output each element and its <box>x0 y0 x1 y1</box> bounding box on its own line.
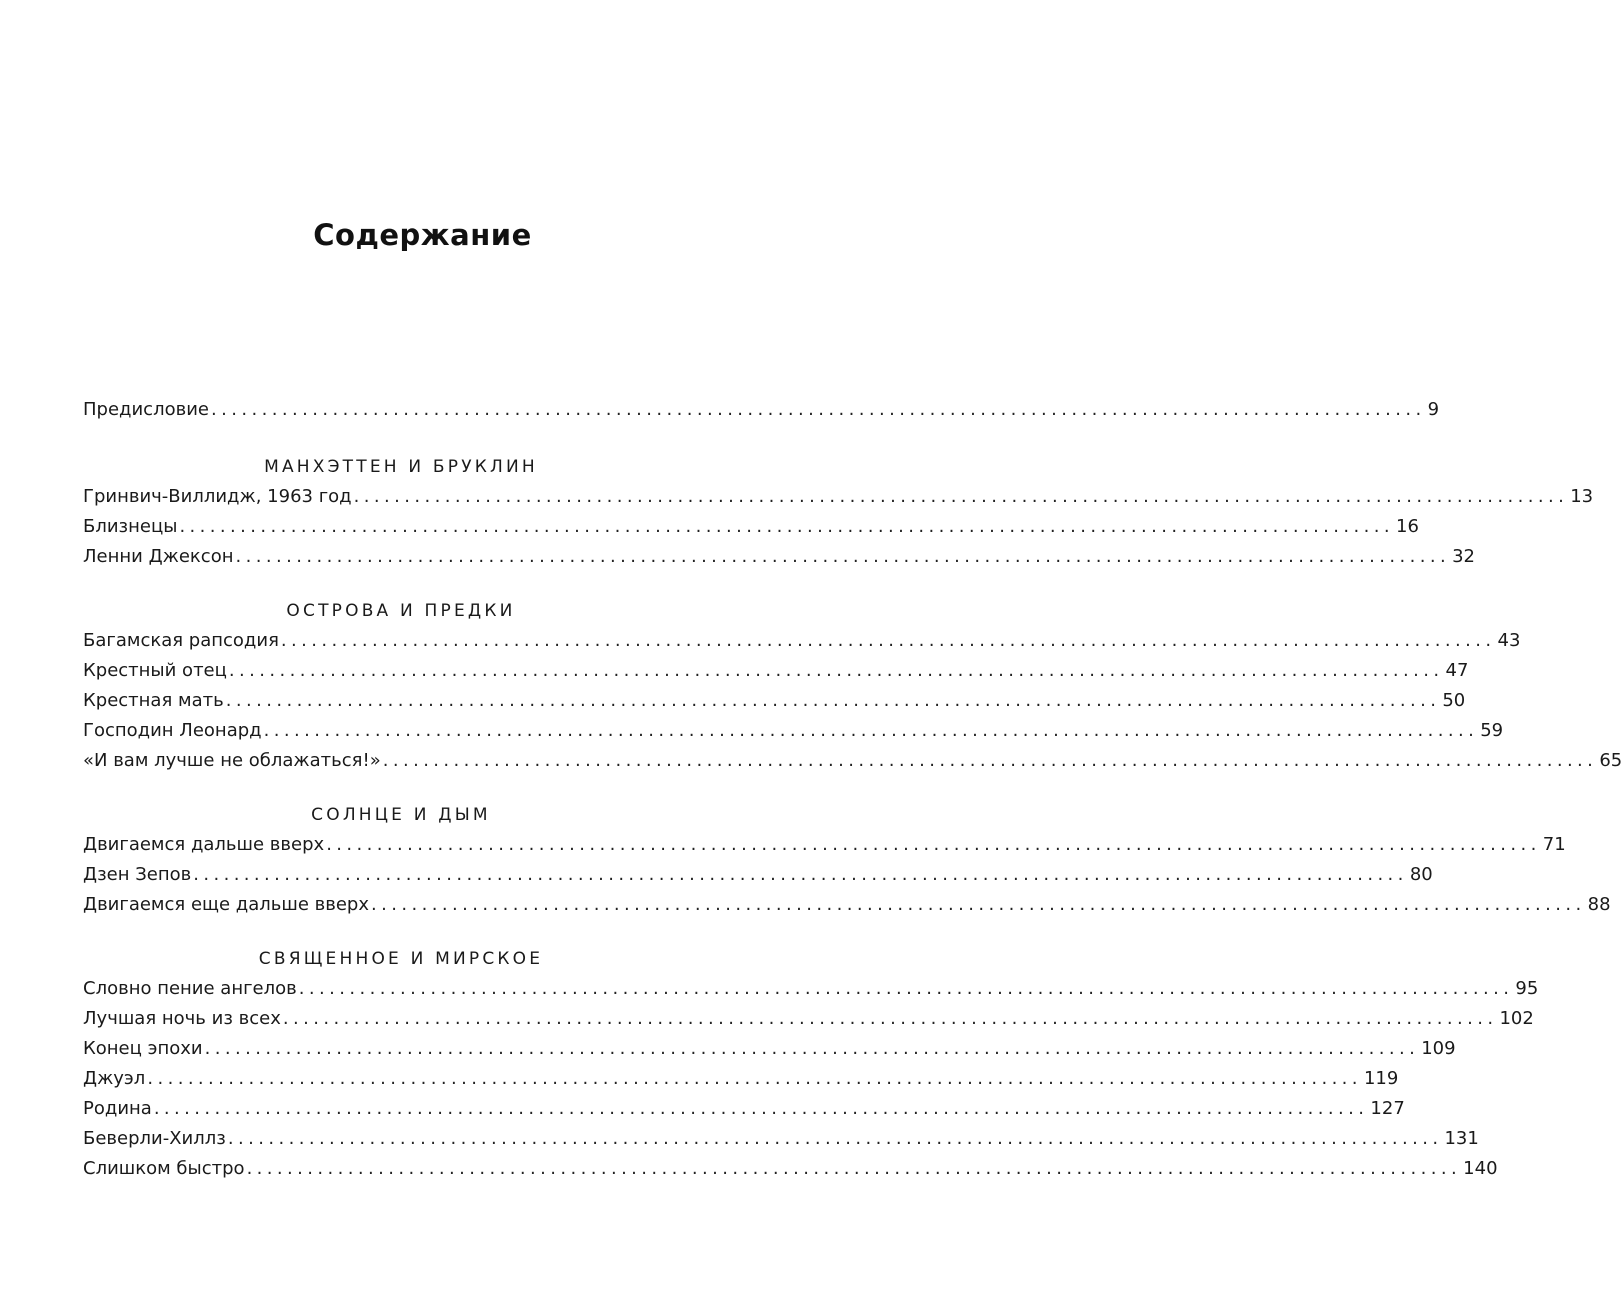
toc-entry-title: Ленни Джексон <box>83 546 234 567</box>
toc-entry-title: Двигаемся еще дальше вверх <box>83 894 370 915</box>
toc-leader-dots: ........................................................................................................................ <box>225 690 1441 711</box>
toc-entry-page: 95 <box>1515 978 1539 999</box>
toc-entry[interactable] <box>83 1064 1399 1094</box>
toc-leader-dots: ........................................................................................................................ <box>298 978 1514 999</box>
toc-leader-dots: ........................................................................................................................ <box>282 1008 1498 1029</box>
toc-entry[interactable] <box>83 716 1504 746</box>
toc-leader-dots: ........................................................................................................................ <box>210 399 1426 420</box>
toc-leader-dots: ........................................................................................................................ <box>280 630 1496 651</box>
toc-entry[interactable] <box>83 1004 1534 1034</box>
toc-entry[interactable] <box>83 1154 1498 1184</box>
toc-entry-page: 43 <box>1497 630 1521 651</box>
toc-entry-title: Слишком быстро <box>83 1158 245 1179</box>
toc-leader-dots: ........................................................................................................................ <box>263 720 1479 741</box>
section-heading: ОСТРОВА И ПРЕДКИ <box>286 601 516 621</box>
toc-entry-page: 65 <box>1599 750 1622 771</box>
toc-leader-dots: ........................................................................................................................ <box>235 546 1451 567</box>
toc-entry-page: 119 <box>1363 1068 1399 1089</box>
toc-entry-title: Конец эпохи <box>83 1038 203 1059</box>
toc-entry[interactable] <box>83 1094 1405 1124</box>
toc-entry[interactable] <box>83 746 1622 776</box>
toc-entry[interactable] <box>83 974 1539 1004</box>
toc-entry[interactable] <box>83 512 1419 542</box>
toc-entry[interactable] <box>83 860 1433 890</box>
toc-entry-page: 50 <box>1442 690 1466 711</box>
section-heading: СВЯЩЕННОЕ И МИРСКОЕ <box>258 949 544 969</box>
toc-leader-dots: ........................................................................................................................ <box>382 750 1598 771</box>
toc-entry-page: 9 <box>1427 399 1440 420</box>
toc-entry-page: 109 <box>1421 1038 1456 1059</box>
toc-entry-page: 80 <box>1409 864 1433 885</box>
toc-entry-page: 59 <box>1480 720 1504 741</box>
toc-leader-dots: ........................................................................................................................ <box>147 1068 1362 1089</box>
toc-entry[interactable] <box>83 395 1440 425</box>
toc-leader-dots: ........................................................................................................................ <box>246 1158 1462 1179</box>
toc-entry[interactable] <box>83 482 1594 512</box>
toc-entry[interactable] <box>83 686 1466 716</box>
toc-section <box>83 944 1539 1184</box>
toc-section <box>83 596 1622 776</box>
toc-entry-title: Родина <box>83 1098 152 1119</box>
toc-entry[interactable] <box>83 890 1611 920</box>
toc-entry-title: Двигаемся дальше вверх <box>83 834 325 855</box>
toc-entry-title: «И вам лучше не облажаться!» <box>83 750 381 771</box>
toc-entry-title: Господин Леонард <box>83 720 262 741</box>
toc-entry[interactable] <box>83 542 1475 572</box>
toc-entry-title: Багамская рапсодия <box>83 630 279 651</box>
toc-entry-title: Джуэл <box>83 1068 146 1089</box>
toc-entry-title: Близнецы <box>83 516 178 537</box>
toc-sections <box>83 452 1622 1184</box>
toc-leader-dots: ........................................................................................................................ <box>227 1128 1443 1149</box>
toc-entry-page: 102 <box>1499 1008 1534 1029</box>
toc-entry-title: Дзен Зепов <box>83 864 192 885</box>
toc-entry-page: 127 <box>1370 1098 1405 1119</box>
toc-entry[interactable] <box>83 830 1566 860</box>
toc-leader-dots: ........................................................................................................................ <box>326 834 1541 855</box>
toc-entry-title: Гринвич-Виллидж, 1963 год <box>83 486 352 507</box>
toc-entry-title: Предисловие <box>83 399 209 420</box>
toc-entry-title: Лучшая ночь из всех <box>83 1008 281 1029</box>
toc-entry-page: 47 <box>1445 660 1469 681</box>
toc-leader-dots: ........................................................................................................................ <box>371 894 1586 915</box>
toc-section <box>83 452 1594 572</box>
toc-entry-title: Беверли-Хиллз <box>83 1128 226 1149</box>
toc-entry-page: 140 <box>1463 1158 1498 1179</box>
toc-entry-title: Словно пение ангелов <box>83 978 297 999</box>
toc-leader-dots: ........................................................................................................................ <box>228 660 1444 681</box>
page-title: Содержание <box>313 218 532 252</box>
toc-entry[interactable] <box>83 656 1469 686</box>
section-heading: СОЛНЦЕ И ДЫМ <box>311 805 491 825</box>
toc-leader-dots: ........................................................................................................................ <box>353 486 1569 507</box>
toc-entry-page: 16 <box>1396 516 1419 537</box>
toc-entry-page: 131 <box>1444 1128 1479 1149</box>
toc-leader-dots: ........................................................................................................................ <box>179 516 1395 537</box>
toc-leader-dots: ........................................................................................................................ <box>193 864 1408 885</box>
toc-leader-dots: ........................................................................................................................ <box>204 1038 1420 1059</box>
toc-entry-page: 71 <box>1542 834 1566 855</box>
toc-section <box>83 800 1611 920</box>
toc-entry-page: 13 <box>1570 486 1594 507</box>
toc-entry[interactable] <box>83 1124 1479 1154</box>
table-of-contents <box>83 395 1622 1208</box>
section-heading: МАНХЭТТЕН И БРУКЛИН <box>264 457 538 477</box>
toc-entry-page: 32 <box>1452 546 1475 567</box>
toc-entry-title: Крестная мать <box>83 690 224 711</box>
toc-entry-title: Крестный отец <box>83 660 227 681</box>
toc-entry-page: 88 <box>1587 894 1611 915</box>
toc-entry[interactable] <box>83 1034 1456 1064</box>
toc-leader-dots: ........................................................................................................................ <box>153 1098 1369 1119</box>
toc-entry[interactable] <box>83 626 1521 656</box>
